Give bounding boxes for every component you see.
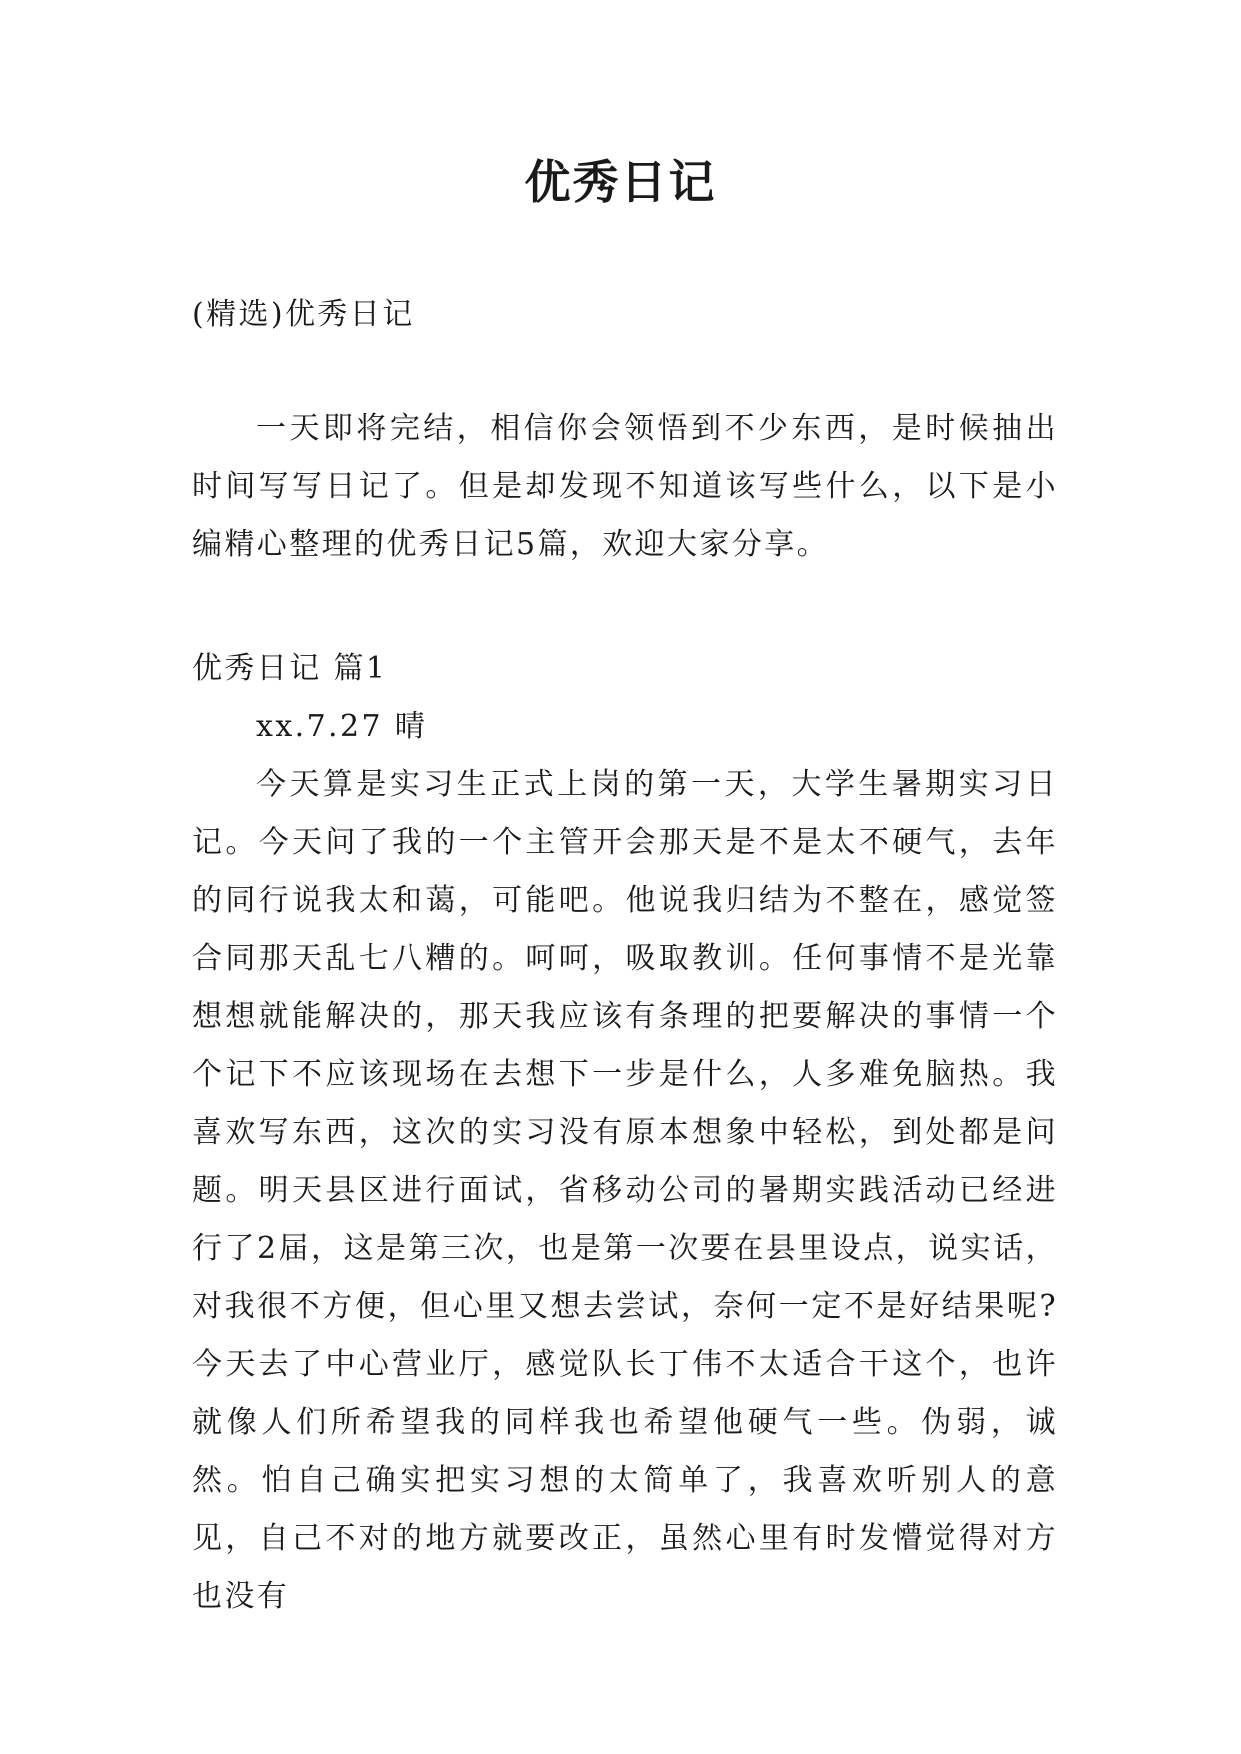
entry-body-paragraph: 今天算是实习生正式上岗的第一天，大学生暑期实习日记。今天问了我的一个主管开会那天是不是太不硬气，去年的同行说我太和蔼，可能吧。他说我归结为不整在，感觉签合同那天乱七八糟的。呵呵，吸取教训。任何事情不是光靠想想就能解决的，那天我应该有条理的把要解决的事情一个个记下不应该现场在去想下一步是什么，人多难免脑热。我喜欢写东西，这次的实习没有原本想象中轻松，到处都是问题。明天县区进行面试，省移动公司的暑期实践活动已经进行了2届，这是第三次，也是第一次要在县里设点，说实话，对我很不方便，但心里又想去尝试，奈何一定不是好结果呢?今天去了中心营业厅，感觉队长丁伟不太适合干这个，也许就像人们所希望我的同样我也希望他硬气一些。伪弱，诚然。怕自己确实把实习想的太简单了，我喜欢听别人的意见，自己不对的地方就要改正，虽然心里有时发懵觉得对方也没有	[192, 767, 1058, 1614]
intro-paragraph: 一天即将完结，相信你会领悟到不少东西，是时候抽出时间写写日记了。但是却发现不知道该写些什么，以下是小编精心整理的优秀日记5篇，欢迎大家分享。	[192, 411, 1058, 562]
section-heading: 优秀日记 篇1	[192, 651, 388, 686]
entry-date-weather: xx.7.27 晴	[256, 709, 428, 744]
document-title: 优秀日记	[524, 155, 717, 209]
document-subtitle: (精选)优秀日记	[192, 297, 415, 332]
